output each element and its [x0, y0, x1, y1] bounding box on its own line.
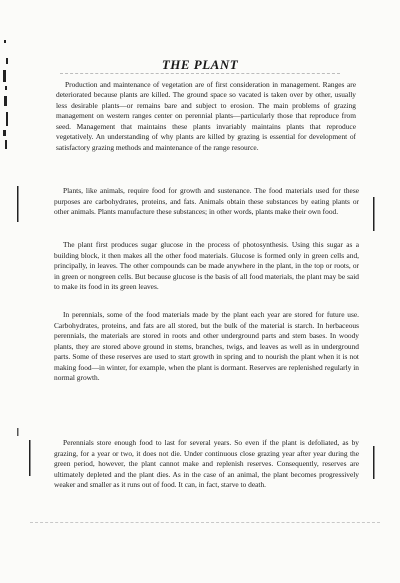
body-paragraph: Perennials store enough food to last for several years. So even if the plant is defoliated, as by grazing, for a year or two, it does not die. Under continuous close grazing year after year during the green period, however, the plant cannot make and replenish reserves. Consequently, reserves are ultimately depleted and the plant dies. As in the case of an animal, the plant becomes progressively weaker and smaller as it runs out of food. It can, in fact, starve to death.	[54, 438, 359, 489]
margin-bar-left-1	[17, 186, 19, 222]
margin-bar-left-2	[17, 428, 19, 436]
margin-bar-left-3	[29, 440, 31, 476]
margin-bar-right-1	[373, 197, 375, 231]
body-paragraph: The plant first produces sugar glucose in the process of photosynthesis. Using this sugar as a building block, it then makes all the other food materials. Glucose is formed only in green cells and, principally, in leaves. The other compounds can be made anywhere in the plant, in the top or roots, or in green or nongreen cells. But because glucose is the basis of all food materials, the plant may be said to make its food in its green leaves.	[54, 240, 359, 291]
body-paragraph: In perennials, some of the food materials made by the plant each year are stored for future use. Carbohydrates, proteins, and fats are all stored, but the bulk of the material is starch. In herbaceous perennials, the materials are stored in roots and other underground parts and stem bases. In woody plants, they are stored above ground in stems, branches, twigs, and leaves as well as in underground parts. Some of these reserves are used to start growth in spring and to nourish the plant when it is not making food—in winter, for example, when the plant is dormant. Reserves are replenished regularly in normal growth.	[54, 310, 359, 382]
page-title: THE PLANT	[161, 57, 239, 72]
footer-divider	[30, 522, 380, 523]
title-divider	[60, 73, 340, 74]
intro-paragraph: Production and maintenance of vegetation are of first consideration in management. Ranges are deteriorated because plants are killed. The ground space so vacated is taken over by other, usually less desirable plants—or remains bare and subject to erosion. The main problems of grazing management on western ranges center on perennial plants—particularly those that reproduce from seed. Management that maintains these plants invariably maintains plants that reproduce vegetatively. An understanding of why plants are killed by grazing is essential for development of satisfactory grazing methods and maintenance of the range resource.	[56, 80, 356, 152]
margin-bar-right-2	[373, 446, 375, 479]
body-paragraph: Plants, like animals, require food for growth and sustenance. The food materials used for these purposes are carbohydrates, proteins, and fats. Animals obtain these substances by eating plants or other animals. Plants manufacture these substances; in other words, plants make their own food.	[54, 186, 359, 216]
